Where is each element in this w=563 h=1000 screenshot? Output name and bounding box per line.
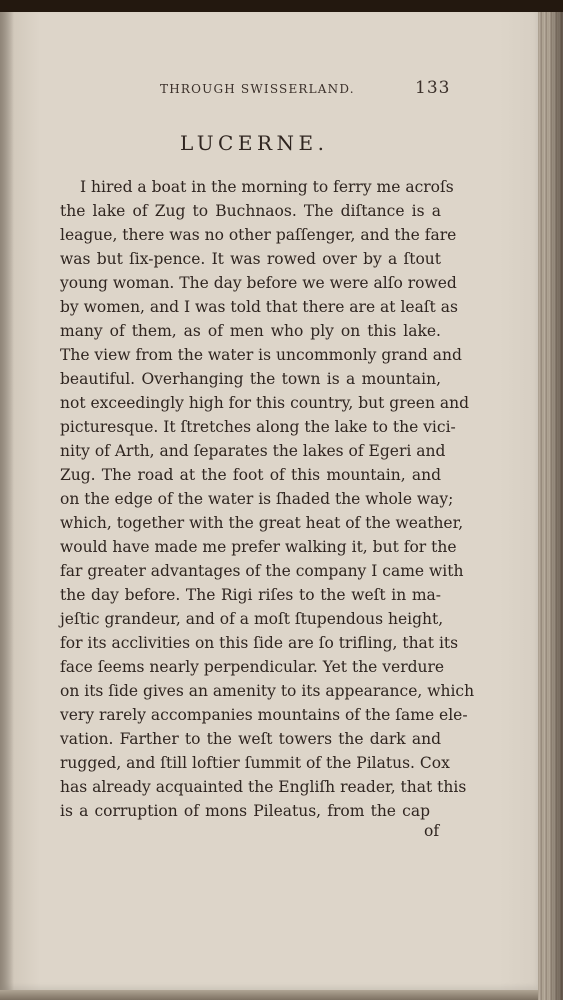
text-line: league, there was no other paſſenger, and the fare: [60, 226, 457, 244]
text-line: many of them, as of men who ply on this lake.: [60, 322, 441, 340]
text-line: has already acquainted the Engliſh reader, that this: [60, 778, 467, 796]
text-line: I hired a boat in the morning to ferry me acroſs: [80, 178, 454, 196]
text-line: was but ſix-pence. It was rowed over by a ſtout: [60, 250, 441, 268]
text-line: vation. Farther to the weſt towers the dark and: [60, 730, 441, 748]
text-line: nity of Arth, and ſeparates the lakes of Egeri and: [60, 442, 446, 460]
text-line: is a corruption of mons Pileatus, from the cap: [60, 802, 430, 820]
text-line: which, together with the great heat of the weather,: [60, 514, 464, 532]
text-line: far greater advantages of the company I came with: [60, 562, 464, 580]
text-line: jeſtic grandeur, and of a moſt ſtupendous height,: [60, 610, 444, 628]
text-line: The view from the water is uncommonly grand and: [60, 346, 462, 364]
page-edges-shadow: [548, 12, 563, 1000]
text-line: not exceedingly high for this country, but green and: [60, 394, 470, 412]
catchword: of: [424, 822, 440, 840]
text-line: on its ſide gives an amenity to its appearance, which: [60, 682, 475, 700]
text-line: very rarely accompanies mountains of the ſame ele-: [60, 706, 468, 724]
text-line: rugged, and ſtill loftier ſummit of the Pilatus. Cox: [60, 754, 450, 772]
text-line: picturesque. It ſtretches along the lake to the vici-: [60, 418, 456, 436]
bottom-edge: [0, 990, 538, 1000]
text-line: on the edge of the water is ſhaded the whole way;: [60, 490, 454, 508]
running-head: THROUGH SWISSERLAND.: [160, 82, 355, 96]
text-line: Zug. The road at the foot of this mountain, and: [60, 466, 441, 484]
text-line: the lake of Zug to Buchnaos. The diſtance is a: [60, 202, 441, 220]
page-gutter-shadow: [0, 12, 14, 990]
text-line: the day before. The Rigi riſes to the weſt in ma-: [60, 586, 441, 604]
text-line: young woman. The day before we were alſo rowed: [60, 274, 457, 292]
text-line: for its acclivities on this ſide are ſo trifling, that its: [60, 634, 459, 652]
text-line: would have made me prefer walking it, but for the: [60, 538, 457, 556]
text-line: by women, and I was told that there are at leaſt as: [60, 298, 458, 316]
text-line: face ſeems nearly perpendicular. Yet the verdure: [60, 658, 445, 676]
chapter-title: LUCERNE.: [180, 131, 329, 155]
page-number: 133: [415, 78, 451, 98]
text-line: beautiful. Overhanging the town is a mountain,: [60, 370, 441, 388]
